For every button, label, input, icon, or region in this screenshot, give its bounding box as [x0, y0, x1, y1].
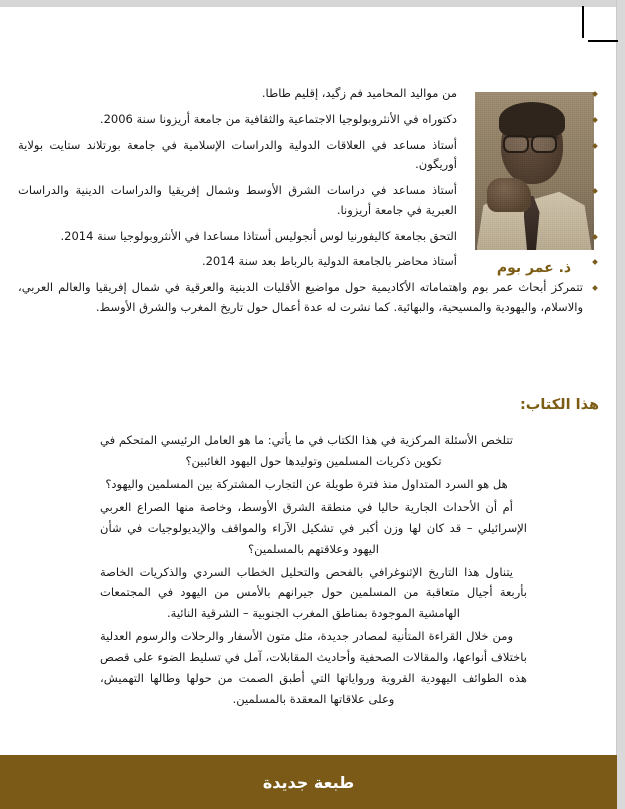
right-edge-rule [617, 0, 625, 809]
list-item: أستاذ محاضر بالجامعة الدولية بالرباط بعد سنة 2014. [18, 252, 599, 272]
book-paragraph: أم أن الأحداث الجارية حاليا في منطقة الشرق الأوسط، وخاصة منها الصراع العربي الإسرائيلي – قد كان لها وزن أكبر في تشكيل الآراء والمواقف والإيديولوجيات في شأن اليهود وعلاقتهم بالمسلمين؟ [100, 499, 527, 556]
list-item: التحق بجامعة كاليفورنيا لوس أنجوليس أستاذا مساعدا في الأنثروبولوجيا سنة 2014. [18, 227, 599, 247]
book-paragraph: يتناول هذا التاريخ الإثنوغرافي بالفحص والتحليل الخطاب السردي والذكريات الخاصة بأربعة أجيال متعاقبة من المسلمين حول جيرانهم بالأمس من اليهود في المجتمعات الهامشية الموجودة بمناطق المغرب الجنوبية – الشرقية النائية. [100, 564, 527, 621]
book-paragraph: تتلخص الأسئلة المركزية في هذا الكتاب في ما يأتي: ما هو العامل الرئيسي المتحكم في تكوين ذكريات المسلمين وتوليدها حول اليهود الغائبين؟ [100, 433, 513, 468]
bottom-banner [0, 755, 617, 809]
list-item: أستاذ مساعد في العلاقات الدولية والدراسات الإسلامية في جامعة بورتلاند ستايت بولاية أوريگون. [18, 136, 599, 176]
author-bio-section [18, 84, 599, 324]
list-item: دكتوراه في الأنثروبولوجيا الاجتماعية والثقافية من جامعة أريزونا سنة 2006. [18, 110, 599, 130]
list-item: تتمركز أبحاث عمر بوم واهتماماته الأكاديمية حول مواضيع الأقليات الدينية والعرقية في شمال إفريقيا والعالم العربي، والاسلام، واليهودية والمسيحية، والبهائية. كما نشرت له عدة أعمال حول تاريخ المغرب والشرق الأوسط. [18, 278, 599, 318]
book-section-body [100, 430, 527, 712]
book-paragraph: هل هو السرد المتداول منذ فترة طويلة عن التجارب المشتركة بين المسلمين واليهود؟ [105, 476, 508, 491]
list-item: أستاذ مساعد في دراسات الشرق الأوسط وشمال إفريقيا والدراسات الدينية والدراسات العبرية في جامعة أريزونا. [18, 181, 599, 221]
list-item: من مواليد المحاميد فم زگيد، إقليم طاطا. [18, 84, 599, 104]
book-section-heading: هذا الكتاب: [519, 397, 599, 413]
book-paragraph: ومن خلال القراءة المتأنية لمصادر جديدة، مثل متون الأسفار والرحلات والرسوم العدلية باختلاف أنواعها، والمقالات الصحفية وأحاديث المقابلات، آمل في تسليط الضوء على قصص هذه الطوائف اليهودية القروية ورواياتها التي أطبق الصمت من حولها وطالها التهميش، وعلى علاقاتها المعقدة بالمسلمين. [100, 629, 527, 707]
banner-label: طبعة جديدة [262, 772, 355, 792]
author-bio-list [18, 84, 599, 318]
author-name-caption: ذ. عمر بوم [496, 260, 572, 276]
